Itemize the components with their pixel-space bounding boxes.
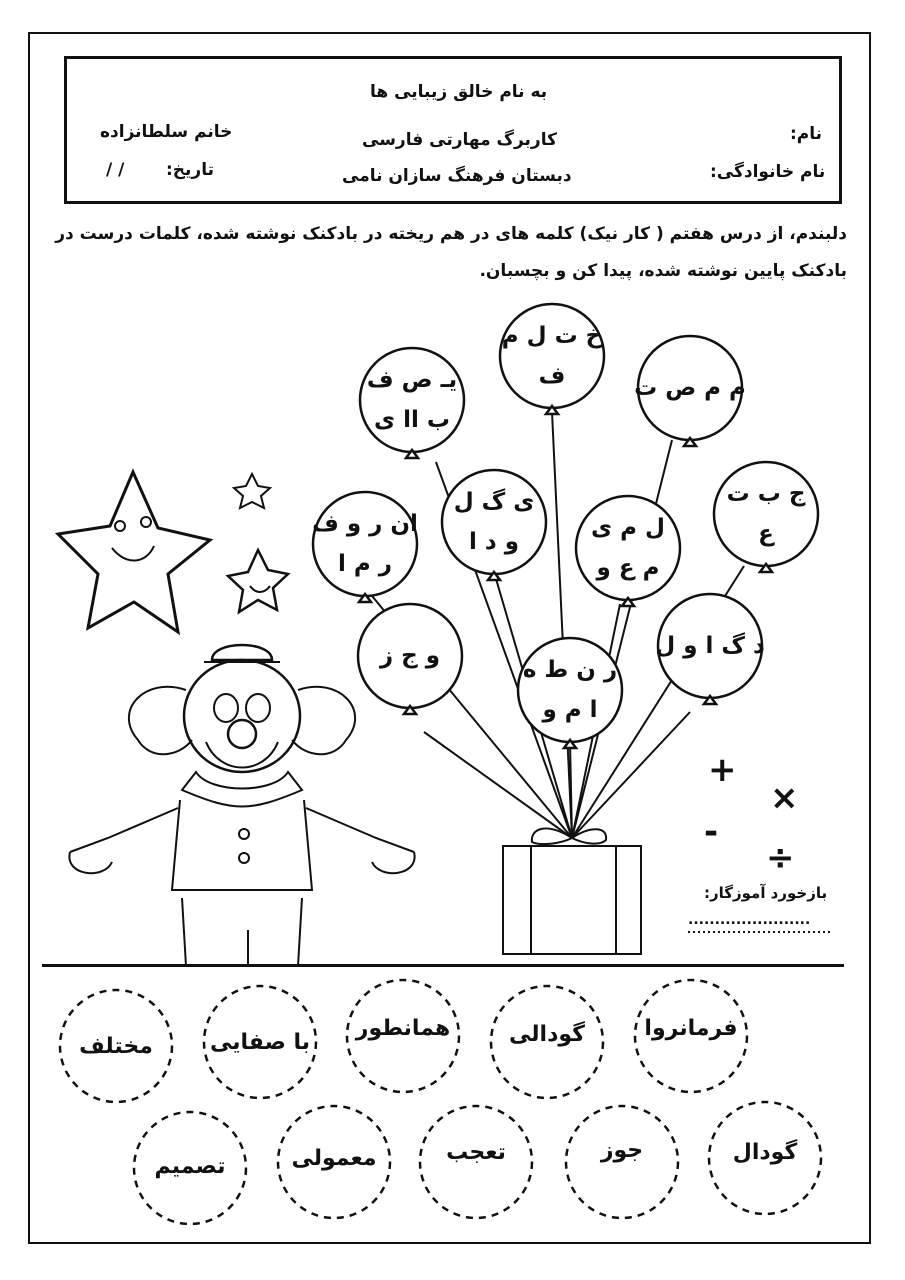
teacher-name: خانم سلطانزاده xyxy=(100,122,233,142)
balloon-letters xyxy=(438,482,550,562)
balloon-letters xyxy=(356,360,468,440)
balloon-line: م م ص ت xyxy=(634,375,746,401)
answer-word[interactable]: گودالی xyxy=(509,1022,585,1047)
balloon-line: ب اا ی xyxy=(374,407,450,433)
answer-word[interactable]: همانطور xyxy=(355,1016,451,1041)
feedback-dots: ....................... xyxy=(688,912,811,928)
page-title: به نام خالق زیبایی ها xyxy=(370,82,548,102)
balloon-line: م ع و xyxy=(596,555,660,581)
balloon-line: یـ ص ف xyxy=(366,367,458,393)
divide-symbol: ÷ xyxy=(766,838,795,878)
balloon-line: خ ت ل م xyxy=(501,323,603,349)
plus-symbol: + xyxy=(708,750,737,790)
date-slashes: / / xyxy=(106,160,125,180)
balloon-letters xyxy=(514,650,626,730)
balloon-letters xyxy=(710,474,822,554)
answer-word[interactable]: فرمانروا xyxy=(644,1016,738,1041)
answer-word[interactable]: جوز xyxy=(600,1138,644,1163)
answer-word[interactable]: با صفایی xyxy=(209,1030,311,1055)
balloon-line: ر ن ط ه xyxy=(522,657,618,683)
balloon-letters xyxy=(654,626,766,666)
balloon-line: ان ر و ف xyxy=(312,511,418,537)
section-divider xyxy=(42,964,844,967)
answer-word[interactable]: مختلف xyxy=(79,1034,153,1059)
name-label: نام: xyxy=(790,124,823,144)
instruction-line-2: بادکنک پایین نوشته شده، پیدا کن و بچسبان. xyxy=(479,261,847,281)
balloon-line: ف xyxy=(538,363,566,389)
minus-symbol: - xyxy=(704,812,719,852)
answer-word[interactable]: تعجب xyxy=(446,1140,506,1165)
balloon-line: و د ا xyxy=(469,529,519,555)
balloon-letters xyxy=(309,504,421,584)
school-name: دبستان فرهنگ سازان نامی xyxy=(342,166,572,186)
date-label: تاریخ: xyxy=(166,160,214,180)
answer-word[interactable]: گودال xyxy=(732,1140,798,1165)
balloon-letters xyxy=(496,316,608,396)
worksheet-title: کاربرگ مهارتی فارسی xyxy=(362,130,557,150)
balloon-line: د گ ا و ل xyxy=(655,633,765,659)
balloon-letters xyxy=(634,368,746,408)
balloon-line: ی گ ل xyxy=(453,489,535,515)
family-name-label: نام خانوادگی: xyxy=(710,162,826,182)
balloon-line: ل م ی xyxy=(591,515,665,541)
balloon-line: و ج ز xyxy=(379,643,441,669)
answer-word[interactable]: معمولی xyxy=(291,1146,377,1171)
answer-word[interactable]: تصمیم xyxy=(154,1154,226,1179)
balloon-letters xyxy=(572,508,684,588)
balloon-line: ع xyxy=(758,521,774,547)
times-symbol: × xyxy=(770,778,799,818)
balloon-line: ج ب ت xyxy=(726,481,806,507)
balloon-letters xyxy=(354,636,466,676)
feedback-label: بازخورد آموزگار: xyxy=(704,884,828,902)
balloon-line: ر م ا xyxy=(338,551,392,577)
balloon-line: ا م و xyxy=(542,697,598,723)
instruction-line-1: دلبندم، از درس هفتم ( کار نیک) کلمه های در هم ریخته در بادکنک نوشته شده، کلمات درست در xyxy=(55,224,847,244)
